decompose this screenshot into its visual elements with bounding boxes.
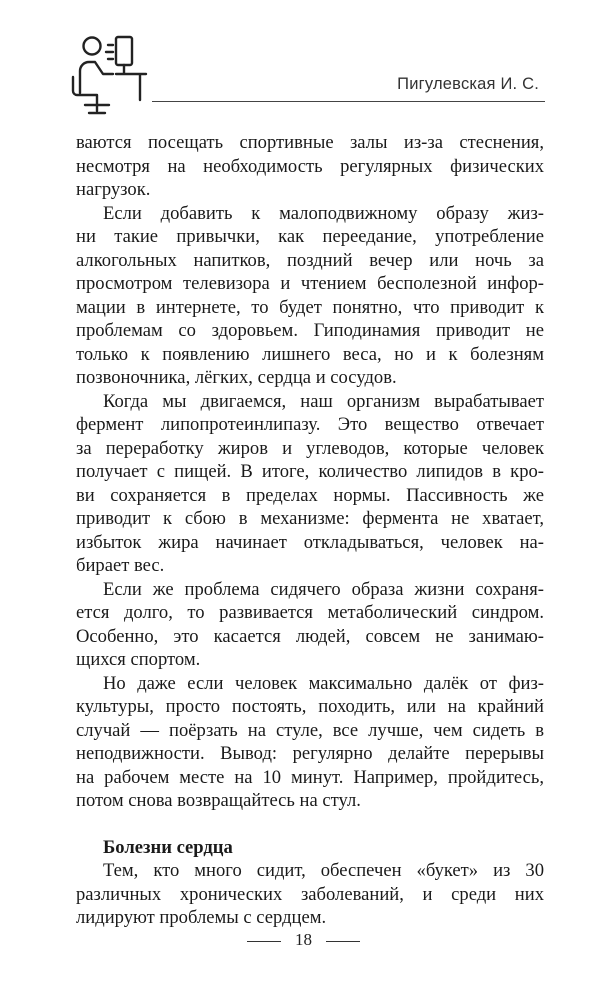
paragraph [76,390,544,578]
text-line: нагрузок. [76,179,151,200]
text-line: ви сохраняется в пределах нормы. Пассивность же [76,484,544,506]
text-line: ется долго, то развивается метаболический синдром. [76,602,544,623]
paragraph [76,202,544,390]
text-line: ваются посещать спортивные залы из-за стеснения, [76,132,544,153]
text-line: только к появлению лишнего веса, но и к болезням [76,343,544,365]
text-line: получает с пищей. В итоге, количество липидов в кро- [76,461,544,482]
text-line: просмотром телевизора и чтением бесполезной инфор- [76,273,544,294]
header-rule [152,101,545,102]
text-line: Если же проблема сидячего образа жизни сохраня- [103,578,544,600]
page-number: 18 [295,930,312,949]
text-line: различных хронических заболеваний, и среди них [76,883,544,905]
footer-dash-left [247,941,281,942]
page-footer [0,930,607,950]
text-line: лидируют проблемы с сердцем. [76,907,327,928]
text-line: Но даже если человек максимально далёк от физ- [103,672,544,694]
paragraph [76,578,544,672]
text-line: Особенно, это касается людей, совсем не занимаю- [76,625,544,647]
text-line: за переработку жиров и углеводов, которые человек [76,437,544,459]
text-line: мации в интернете, то будет понятно, что приводит к [76,296,544,318]
text-line: приводит к сбою в механизме: фермента не хватает, [76,508,544,529]
text-line: фермент липопротеинлипазу. Это вещество отвечает [76,414,544,435]
section-heading: Болезни сердца [103,836,233,858]
text-line: на рабочем месте на 10 минут. Например, пройдитесь, [76,766,544,788]
text-line: Когда мы двигаемся, наш организм вырабатывает [103,390,544,412]
text-line: несмотря на необходимость регулярных физических [76,155,544,177]
text-line: потом снова возвращайтесь на стул. [76,790,361,811]
text-line: щихся спортом. [76,649,201,670]
text-line: Если добавить к малоподвижному образу жиз- [103,202,544,224]
paragraph [76,672,544,813]
page-body [76,131,544,930]
text-line: алкогольных напитков, поздний вечер или ночь за [76,249,544,271]
text-line: неподвижности. Вывод: регулярно делайте перерывы [76,743,544,764]
text-line: случай — поёрзать на стуле, все лучше, чем сидеть в [76,719,544,741]
text-line: позвоночника, лёгких, сердца и сосудов. [76,367,397,388]
text-line: культуры, просто постоять, походить, или на крайний [76,696,544,717]
paragraph [76,131,544,202]
text-line: Тем, кто много сидит, обеспечен «букет» из 30 [103,860,544,881]
text-line: проблемам со здоровьем. Гиподинамия приводит не [76,320,544,341]
text-line: ни такие привычки, как переедание, употребление [76,226,544,247]
footer-dash-right [326,941,360,942]
text-line: избыток жира начинает откладываться, человек на- [76,531,544,553]
running-header-author: Пигулевская И. С. [397,75,539,93]
text-line: бирает вес. [76,555,165,576]
person-at-computer-icon [70,33,150,115]
paragraph [76,859,544,930]
